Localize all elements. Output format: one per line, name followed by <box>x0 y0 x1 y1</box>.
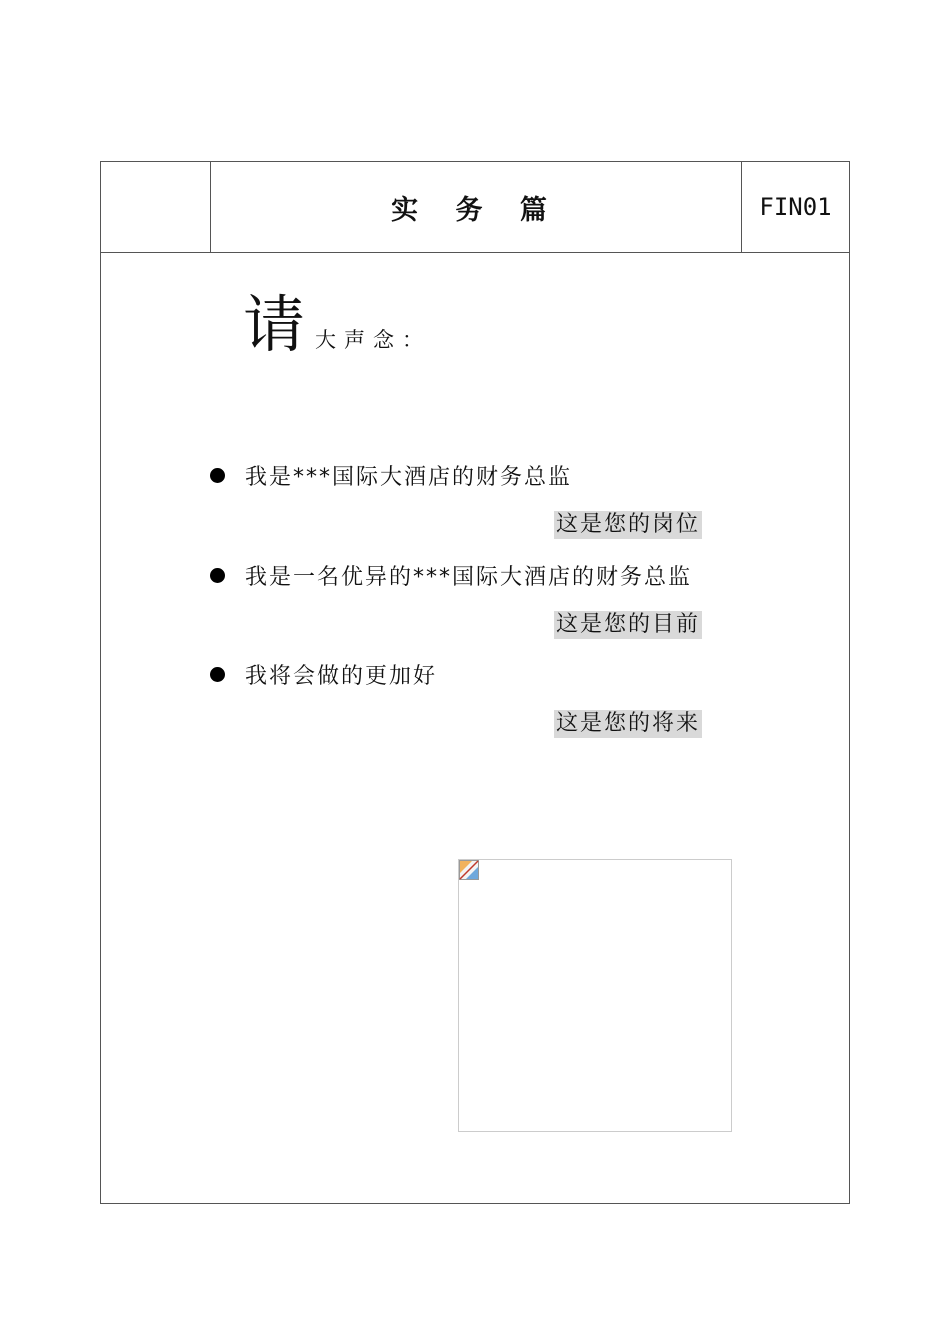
statement-text: 我是***国际大酒店的财务总监 <box>245 464 573 490</box>
statement-note: 这是您的岗位 <box>556 512 701 537</box>
instruction-big-char: 请 <box>243 288 306 361</box>
image-placeholder <box>458 859 732 1132</box>
header-empty-cell <box>101 162 211 252</box>
statement-text: 我是一名优异的***国际大酒店的财务总监 <box>245 564 693 590</box>
statement-note: 这是您的目前 <box>556 612 701 637</box>
instruction-text: 大声念： <box>315 328 432 352</box>
broken-image-icon <box>459 860 479 880</box>
statement-item <box>210 659 437 689</box>
instruction <box>243 290 431 360</box>
page-title: 实 务 篇 <box>211 162 742 252</box>
statement-text: 我将会做的更加好 <box>245 663 438 689</box>
document-code: FIN01 <box>759 193 832 221</box>
statement-item <box>210 460 572 490</box>
bullet-icon <box>210 667 225 682</box>
statement-note: 这是您的将来 <box>556 711 701 736</box>
bullet-icon <box>210 468 225 483</box>
header-row <box>101 162 849 253</box>
statement-item <box>210 560 692 590</box>
bullet-icon <box>210 568 225 583</box>
